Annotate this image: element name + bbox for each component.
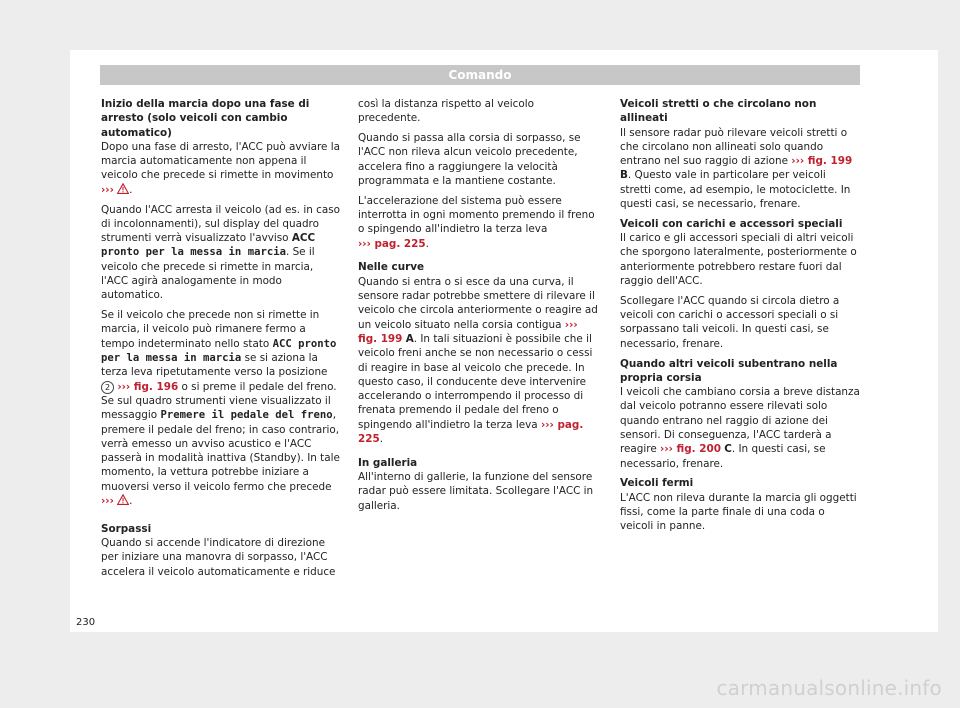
- display-message: pronto per la messa in marcia: [101, 246, 286, 259]
- display-message: Premere il pedale del freno: [160, 409, 333, 422]
- paragraph: Quando si passa alla corsia di sorpasso, se l'ACC non rileva alcun veicolo precedente, accelera fino a raggiungere la velocità programmata e la mantiene costante.: [358, 132, 581, 187]
- display-message: ACC pronto per la messa in marcia: [101, 337, 337, 365]
- heading-curves: Nelle curve: [358, 261, 425, 274]
- paragraph: Il sensore radar può rilevare veicoli stretti o che circolano non allineati solo quando entrano nel suo raggio di azione ››› fig. 199 B. Questo vale in particolare per veicoli stretti come, ad esempio, le motociclette. In questi casi, se necessario, frenare.: [620, 126, 853, 211]
- warning-triangle-icon: [117, 494, 129, 505]
- paragraph: I veicoli che cambiano corsia a breve distanza dal veicolo potranno essere rilevati solo quando entrano nel raggio di azione dei sensori. Di conseguenza, l'ACC tarderà a reagire ››› fig. 200 C. In questi casi, se necessario, frenare.: [620, 386, 860, 470]
- heading-special-loads: Veicoli con carichi e accessori speciali: [620, 217, 843, 230]
- paragraph: All'interno di gallerie, la funzione del sensore radar può essere limitata. Scollegare l'ACC in galleria.: [358, 471, 594, 512]
- figure-link[interactable]: ››› fig. 199: [358, 318, 578, 345]
- position-number-badge: 2: [101, 381, 114, 394]
- heading-start-after-stop: Inizio della marcia dopo una fase di arresto (solo veicoli con cambio automatico): [101, 98, 310, 139]
- paragraph: Dopo una fase di arresto, l'ACC può avviare la marcia automaticamente non appena il veicolo che precede si rimette in movimento ››› .: [101, 140, 340, 196]
- paragraph: Quando l'ACC arresta il veicolo (ad es. in caso di incolonnamenti), sul display del quadro strumenti verrà visualizzato l'avviso ACC pronto per la messa in marcia. Se il veicolo che precede si rimette in marcia, l'ACC agirà analogamente in modo automatico.: [101, 203, 340, 302]
- figure-link[interactable]: ››› fig. 200: [660, 443, 721, 456]
- arrows-icon: ›››: [101, 183, 114, 196]
- heading-tunnel: In galleria: [358, 456, 418, 469]
- paragraph: Se il veicolo che precede non si rimette in marcia, il veicolo può rimanere fermo a tempo indeterminato nello stato ACC pronto per la messa in marcia se si aziona la terza leva ripetutamente verso la posizione 2 ››› fig. 196 o si preme il pedale del freno. Se sul quadro strumenti viene visualizzato il messaggio Premere il pedale del freno, premere il pedale del freno; in caso contrario, verrà emesso un avviso acustico e l'ACC passerà in modalità inattiva (Standby). In tale momento, la vettura potrebbe iniziare a muoversi verso il veicolo fermo che precede ››› .: [101, 309, 340, 508]
- page-number: 230: [76, 617, 96, 628]
- arrows-icon: ›››: [101, 495, 114, 508]
- paragraph: così la distanza rispetto al veicolo precedente.: [358, 98, 534, 125]
- paragraph: Quando si accende l'indicatore di direzione per iniziare una manovra di sorpasso, l'ACC accelera il veicolo automaticamente e riduce: [101, 537, 336, 578]
- paragraph: Scollegare l'ACC quando si circola dietro a veicoli con carichi o accessori speciali o si sorpassano tali veicoli. In questi casi, se necessario, frenare.: [620, 294, 840, 350]
- paragraph: Il carico e gli accessori speciali di altri veicoli che sporgono lateralmente, posteriormente o anteriormente potrebbero restare fuori dal raggio dell'ACC.: [620, 232, 857, 288]
- warning-triangle-icon: [117, 183, 129, 194]
- heading-cut-in: Quando altri veicoli subentrano nella propria corsia: [620, 357, 838, 384]
- page-link[interactable]: ››› pag. 225: [358, 237, 426, 250]
- heading-stationary-vehicles: Veicoli fermi: [620, 477, 694, 490]
- paragraph: Quando si entra o si esce da una curva, il sensore radar potrebbe smettere di rilevare il veicolo che circola anteriormente o reagire ad un veicolo situato nella corsia contigua ››› fig. 199 A. In tali situazioni è possibile che il veicolo freni anche se non necessario o cessi di reagire in base al veicolo che precede. In questo caso, il conducente deve intervenire accelerando o interrompendo il processo di frenata premendo il pedale del freno o spingendo all'indietro la terza leva ››› pag. 225.: [358, 275, 598, 446]
- heading-overtaking: Sorpassi: [101, 522, 152, 535]
- figure-link[interactable]: ››› fig. 199: [791, 155, 853, 168]
- section-header: Comando: [100, 65, 860, 85]
- heading-narrow-vehicles: Veicoli stretti o che circolano non allineati: [620, 98, 817, 125]
- figure-link[interactable]: ››› fig. 196: [117, 380, 179, 393]
- text-column-1: [101, 97, 341, 585]
- paragraph: L'accelerazione del sistema può essere interrotta in ogni momento premendo il freno o spingendo all'indietro la terza leva ››› pag. 225.: [358, 194, 595, 250]
- paragraph: L'ACC non rileva durante la marcia gli oggetti fissi, come la parte finale di una coda o veicoli in panne.: [620, 491, 857, 533]
- text-column-3: [620, 97, 860, 539]
- watermark: carmanualsonline.info: [716, 676, 942, 700]
- text-column-2: [358, 97, 598, 519]
- page-link[interactable]: ››› pag. 225: [358, 418, 584, 446]
